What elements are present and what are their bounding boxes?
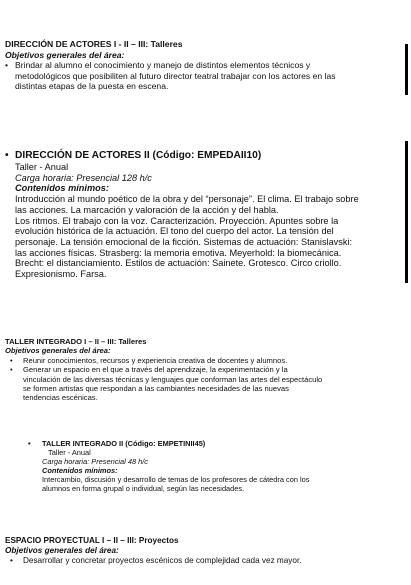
objective-item (10, 365, 405, 403)
objective-line: vinculación de las diversas técnicas y lenguajes que conforman las artes del espectáculo (23, 374, 323, 384)
objective-line: Reunir conocimientos, recursos y experiencia creativa de docentes y alumnos. (23, 355, 288, 365)
course-title-text: TALLER INTEGRADO II (Código: EMPETINII45) (42, 439, 206, 448)
section-taller-integrado-ii (28, 439, 392, 493)
section-espacio-proyectual-area (5, 536, 405, 567)
contents-line: alumnos en forma grupal o individual, según las necesidades. (42, 483, 245, 493)
course-title (5, 150, 408, 162)
course-type: Taller - Anual (48, 447, 91, 457)
section-direccion-actores-ii (5, 150, 408, 280)
contents-line: Los ritmos. El trabajo con la voz. Caracterización. Proyección. Apuntes sobre la (15, 215, 339, 226)
bullet-icon: • (10, 355, 13, 365)
contents-line: las acciones físicas. Strasberg: la memoria emotiva. Meyerhold: la biomecánica. (15, 247, 342, 258)
contents-line: evolución histórica de la actuación. El tono del cuerpo del actor. La tensión del (15, 226, 334, 237)
objective-item (5, 60, 408, 92)
contents-line: Introducción al mundo poético de la obra y del “personaje”. El clima. El trabajo sobre (15, 194, 359, 205)
section-direccion-actores-area (5, 39, 408, 92)
objectives-label: Objetivos generales del área: (5, 346, 111, 356)
objectives-label: Objetivos generales del área: (5, 546, 119, 556)
contents-label: Contenidos mínimos: (15, 183, 109, 194)
objectives-label: Objetivos generales del área: (5, 49, 125, 60)
bullet-icon: • (5, 60, 9, 71)
contents-label: Contenidos mínimos: (42, 465, 118, 475)
bullet-icon: • (28, 439, 31, 448)
bullet-icon: • (10, 556, 13, 566)
contents-line: Brecht: el distanciamiento. Estilos de actuación: Sainete. Grotesco. Circo criollo. (15, 258, 342, 269)
contents-line: personaje. La tensión emocional de la ficción. Sistemas de actuación: Stanislavski: (15, 236, 353, 247)
course-title (28, 439, 392, 449)
contents-line: las acciones. La marcación y valoración de la acción y del habla. (15, 204, 279, 215)
objective-line: se formen artistas que respondan a las cambiantes necesidades de las nuevas (23, 384, 289, 394)
contents-line: Intercambio, discusión y desarrollo de temas de los profesores de cátedra con los (42, 474, 310, 484)
course-hours: Carga horaria: Presencial 128 h/c (15, 172, 152, 183)
objective-line: metodológicos que posibiliten al futuro director teatral trabajar con los actores en las (15, 70, 336, 81)
contents-text (15, 194, 408, 280)
objective-line: Generar un espacio en el que a través del aprendizaje, la experimentación y la (23, 365, 288, 375)
bullet-icon: • (10, 365, 13, 375)
course-hours: Carga horaria: Presencial 48 h/c (42, 456, 148, 466)
bullet-icon: • (5, 150, 9, 161)
objective-item (10, 355, 405, 365)
objective-line: Brindar al alumno el conocimiento y manejo de distintos elementos técnicos y (15, 60, 311, 71)
section-title: ESPACIO PROYECTUAL I – II – III: Proyectos (5, 536, 179, 545)
course-title-text: DIRECCIÓN DE ACTORES II (Código: EMPEDAII10) (15, 150, 262, 161)
objective-item (10, 556, 405, 566)
objective-line: Desarrollar y concretar proyectos escénicos de complejidad cada vez mayor. (23, 556, 302, 566)
course-type: Taller - Anual (15, 162, 69, 172)
objective-line: tendencias escénicas. (23, 393, 98, 403)
objective-line: distintas etapas de la puesta en escena. (15, 81, 169, 92)
section-title: DIRECCIÓN DE ACTORES I - II – III: Talleres (5, 39, 183, 49)
section-title: TALLER INTEGRADO I – II – III: Talleres (5, 337, 147, 346)
section-taller-integrado-area (5, 337, 405, 403)
contents-line: Expresionismo. Farsa. (15, 269, 107, 280)
